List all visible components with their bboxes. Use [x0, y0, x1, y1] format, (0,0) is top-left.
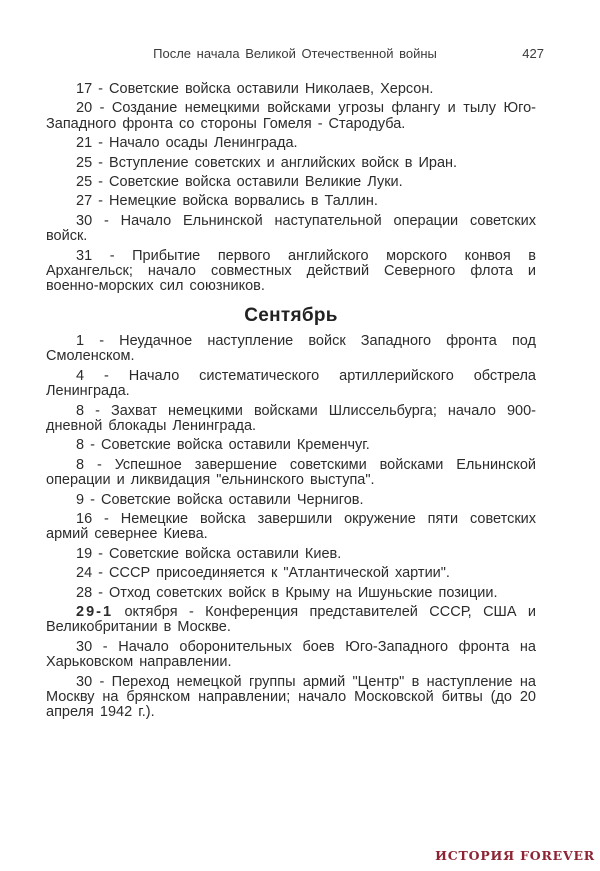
entry-text: - Захват немецкими войсками Шлиссельбурга; начало 900-дневной блокады Ленинграда. [46, 402, 536, 434]
entry-text: - Советские войска оставили Кременчуг. [90, 437, 370, 454]
entry-date: 24 [76, 565, 93, 582]
entry-date: 17 [76, 81, 93, 97]
publisher-watermark: ИСТОРИЯ FOREVER [435, 848, 595, 863]
chronology-entry [46, 214, 536, 245]
chronology-entry [46, 101, 536, 132]
entry-text: - Прибытие первого английского морского конвоя в Архангельск; начало совместных действий Северного флота и военно-морских сил союзников. [46, 247, 536, 295]
chronology-entry [46, 547, 536, 562]
entry-text: - Начало Ельнинской наступательной операции советских войск. [46, 212, 536, 245]
chronology-entry [46, 586, 536, 601]
entry-text: - Советские войска оставили Киев. [98, 545, 342, 562]
entry-date: 8 [76, 437, 85, 454]
chronology-entry [46, 194, 536, 209]
chronology-entry [46, 512, 536, 543]
entry-date: 19 [76, 545, 93, 562]
entry-text: - СССР присоединяется к "Атлантической хартии". [98, 565, 450, 582]
entry-date: 9 [76, 491, 85, 508]
running-header [46, 46, 544, 61]
entry-text: - Неудачное наступление войск Западного фронта под Смоленском. [46, 332, 536, 365]
chronology-entry [46, 369, 536, 400]
entry-date: 4 [76, 367, 85, 384]
entry-date: 28 [76, 584, 93, 601]
entry-text: - Советские войска оставили Чернигов. [90, 491, 364, 508]
entry-date: 20 [76, 100, 93, 117]
entry-text: - Переход немецкой группы армий "Центр" в наступление на Москву на брянском направлении; начало Московской битвы (до 20 апреля 1942 г.). [46, 673, 537, 721]
entry-date: 25 [76, 174, 93, 191]
entry-text: - Начало осады Ленинграда. [98, 135, 298, 152]
entry-date: 27 [76, 193, 93, 210]
entry-text: - Начало оборонительных боев Юго-Западного фронта на Харьковском направлении. [46, 638, 536, 671]
chronology-entry [46, 640, 536, 671]
entry-date: 30 [76, 638, 93, 655]
entry-date: 21 [76, 135, 93, 152]
entry-date: 8 [76, 402, 85, 419]
entry-text: октября - Конференция представителей СССР, США и Великобритании в Москве. [46, 603, 536, 636]
entry-date: 1 [76, 332, 85, 349]
entry-text: - Вступление советских и английских войск в Иран. [98, 154, 458, 171]
entry-text: - Советские войска оставили Великие Луки. [98, 174, 403, 191]
entry-date: 31 [76, 247, 93, 264]
chronology-entry [46, 566, 536, 581]
chronology-entry [46, 156, 536, 171]
entry-text: - Немецкие войска завершили окружение пяти советских армий севернее Киева. [46, 510, 537, 543]
entry-text: - Успешное завершение советскими войсками Ельнинской операции и ликвидация "ельнинского выступа". [46, 456, 536, 489]
entry-text: - Создание немецкими войсками угрозы флангу и тылу Юго-Западного фронта со стороны Гомеля - Стародуба. [46, 100, 536, 132]
entry-text: - Немецкие войска ворвались в Таллин. [98, 193, 378, 210]
entry-date: 8 [76, 456, 85, 473]
chronology-entry [46, 458, 536, 489]
chronology-entry [46, 605, 536, 636]
chronology-entry [46, 249, 536, 295]
chronology-entry [46, 175, 536, 190]
september-entries [46, 334, 536, 721]
entry-text: - Отход советских войск в Крыму на Ишуньские позиции. [98, 584, 498, 601]
running-header-title: После начала Великой Отечественной войны [153, 46, 437, 61]
entry-date: 25 [76, 154, 93, 171]
august-entries [46, 82, 536, 295]
entry-date: 16 [76, 510, 93, 527]
chronology-entry [46, 493, 536, 508]
chronology-entry [46, 136, 536, 151]
page-number: 427 [522, 46, 544, 61]
page-content [46, 82, 536, 721]
chronology-entry [46, 675, 536, 721]
entry-date: 30 [76, 212, 93, 229]
chronology-entry [46, 438, 536, 453]
entry-date: 30 [76, 673, 93, 690]
chronology-entry [46, 404, 536, 435]
entry-text: - Начало систематического артиллерийского обстрела Ленинграда. [46, 367, 536, 400]
entry-date: 29-1 [76, 603, 114, 620]
section-title-september: Сентябрь [244, 304, 338, 326]
chronology-entry [46, 334, 536, 365]
chronology-entry [46, 82, 536, 97]
entry-text: - Советские войска оставили Николаев, Херсон. [98, 81, 434, 97]
